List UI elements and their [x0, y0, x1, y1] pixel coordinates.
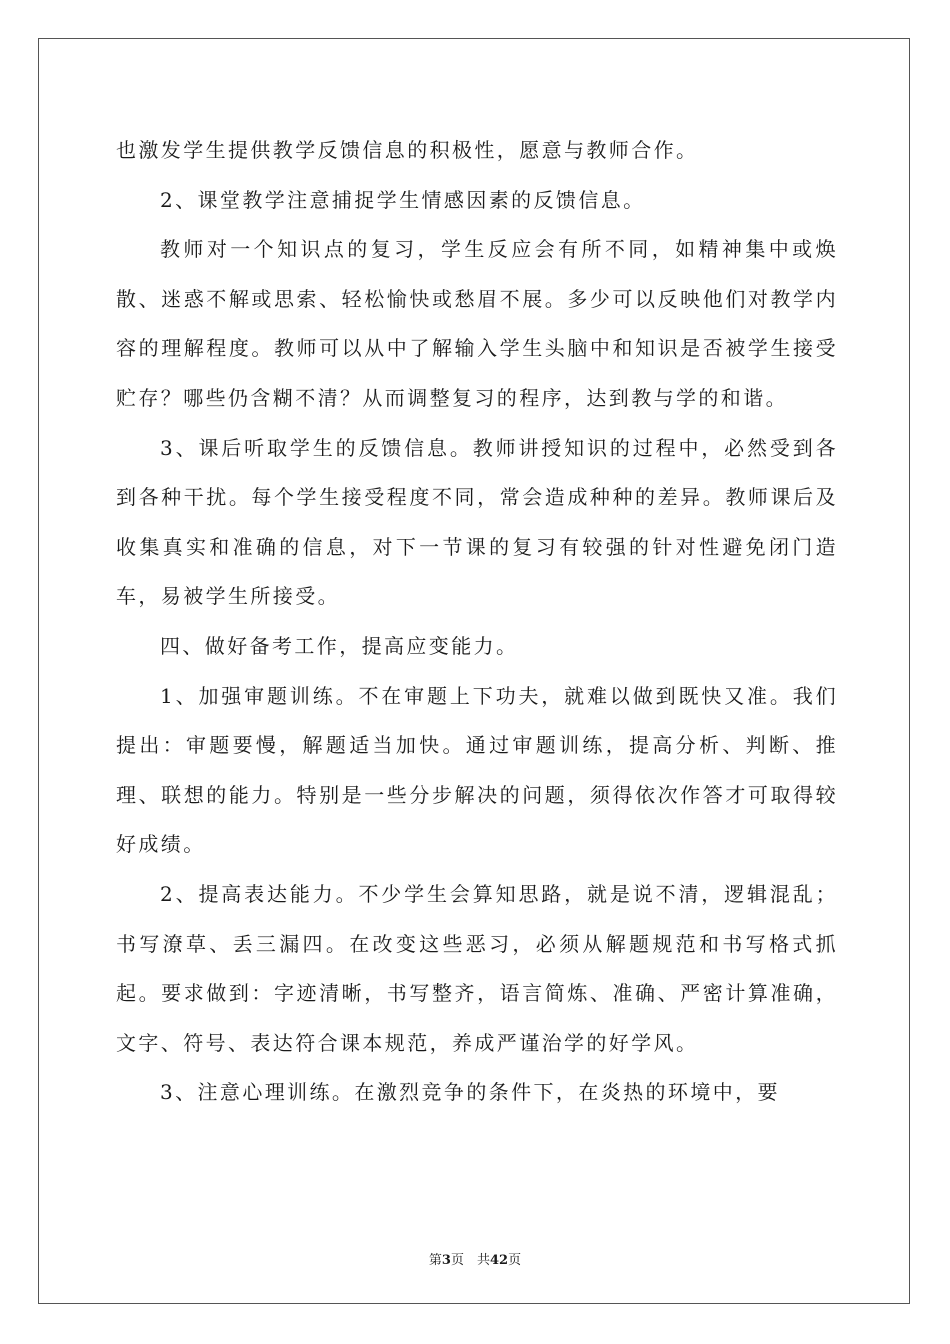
footer-suffix: 页 [508, 1253, 522, 1268]
paragraph-1: 也激发学生提供教学反馈信息的积极性，愿意与教师合作。 [116, 138, 699, 162]
footer-mid: 页 共 [450, 1253, 490, 1268]
paragraph-3: 教师对一个知识点的复习，学生反应会有所不同，如精神集中或焕散、迷惑不解或思索、轻松愉快或愁眉不展。多少可以反映他们对教学内容的理解程度。教师可以从中了解输入学生头脑中和知识是否被学生接受贮存？哪些仍含糊不清？从而调整复习的程序，达到教与学的和谐。 [116, 237, 838, 410]
paragraph-2: 2、课堂教学注意捕捉学生情感因素的反馈信息。 [160, 187, 646, 212]
footer-prefix: 第 [428, 1253, 442, 1268]
paragraph-5: 四、做好备考工作，提高应变能力。 [160, 633, 519, 658]
paragraph-7: 2、提高表达能力。不少学生会算知思路，就是说不清，逻辑混乱；书写潦草、丢三漏四。在改变这些恶习，必须从解题规范和书写格式抓起。要求做到：字迹清晰，书写整齐，语言简炼、准确、严密计算准确，文字、符号、表达符合课本规范，养成严谨治学的好学风。 [116, 881, 838, 1055]
page-footer [0, 1249, 950, 1268]
footer-page-number: 3 [441, 1253, 451, 1268]
paragraph-8: 3、注意心理训练。在激烈竞争的条件下，在炎热的环境中，要 [160, 1080, 780, 1105]
document-body [116, 126, 838, 1118]
paragraph-6: 1、加强审题训练。不在审题上下功夫，就难以做到既快又准。我们提出：审题要慢，解题适当加快。通过审题训练，提高分析、判断、推理、联想的能力。特别是一些分步解决的问题，须得依次作答才可取得较好成绩。 [116, 683, 838, 857]
footer-total-pages: 42 [489, 1253, 509, 1268]
paragraph-4: 3、课后听取学生的反馈信息。教师讲授知识的过程中，必然受到各到各种干扰。每个学生接受程度不同，常会造成种种的差异。教师课后及收集真实和准确的信息，对下一节课的复习有较强的针对性避免闭门造车，易被学生所接受。 [116, 435, 838, 609]
